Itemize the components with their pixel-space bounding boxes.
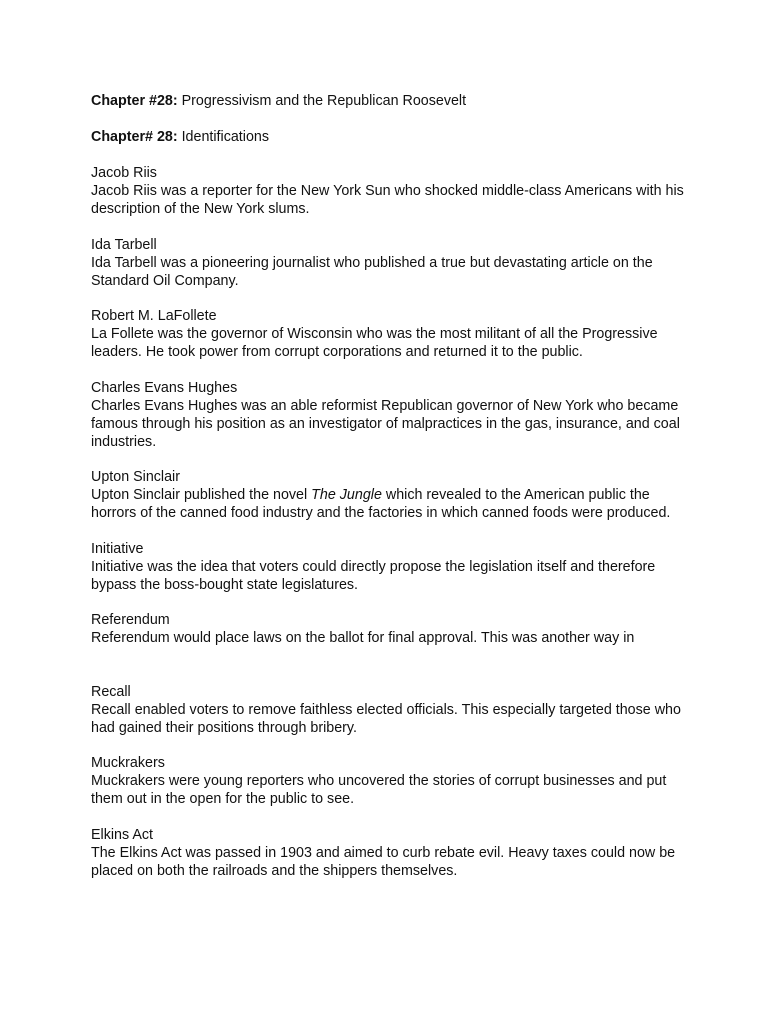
entry-definition-part: which revealed to the American public the horrors of the canned food industry and the factories in which canned foods were produced.: [91, 487, 671, 521]
entry-term: Recall: [91, 683, 131, 700]
identification-entry: [91, 754, 691, 808]
identification-entry: [91, 468, 691, 522]
entry-term: Ida Tarbell: [91, 236, 157, 253]
entry-term: Robert M. LaFollete: [91, 308, 217, 324]
identification-entry: [91, 307, 691, 361]
identification-entry: [91, 611, 691, 647]
entry-term: Initiative: [91, 540, 144, 557]
entry-definition: La Follete was the governor of Wisconsin who was the most militant of all the Progressive leaders. He took power from corrupt corporations and returned it to the public.: [91, 326, 658, 360]
identification-entry: [91, 164, 691, 218]
entry-term: Referendum: [91, 612, 170, 628]
entry-definition-part: Upton Sinclair published the novel: [91, 487, 312, 503]
entry-term: Elkins Act: [91, 826, 153, 843]
identification-entry: [91, 236, 691, 290]
identifications-title-text: Identifications: [177, 129, 270, 145]
entry-term: Charles Evans Hughes: [91, 379, 238, 396]
identifications-title: [91, 128, 691, 146]
entry-definition: Ida Tarbell was a pioneering journalist who published a true but devastating article on the Standard Oil Company.: [91, 254, 653, 289]
entry-definition: Initiative was the idea that voters could directly propose the legislation itself and therefore bypass the boss-bought state legislatures.: [91, 558, 656, 593]
entry-term: Upton Sinclair: [91, 469, 180, 485]
identification-entry: [91, 379, 691, 451]
chapter-title: [91, 92, 691, 110]
entry-definition: Jacob Riis was a reporter for the New York Sun who shocked middle-class Americans with his description of the New York slums.: [91, 183, 684, 217]
chapter-title-label: Chapter #28:: [91, 93, 178, 109]
identifications-title-label: Chapter# 28:: [91, 129, 178, 145]
entry-definition: Referendum would place laws on the ballot for final approval. This was another way in: [91, 630, 635, 646]
document-body: [91, 92, 691, 897]
entry-definition: Recall enabled voters to remove faithless elected officials. This especially targeted those who had gained their positions through bribery.: [91, 701, 681, 736]
identification-entry: [91, 540, 691, 594]
entry-definition: Muckrakers were young reporters who uncovered the stories of corrupt businesses and put them out in the open for the public to see.: [91, 773, 667, 807]
entry-term: Muckrakers: [91, 755, 165, 771]
entry-definition: Charles Evans Hughes was an able reformist Republican governor of New York who became famous through his position as an investigator of malpractices in the gas, insurance, and coal industries.: [91, 397, 680, 450]
identification-entry: [91, 683, 691, 737]
book-title: The Jungle: [311, 487, 382, 503]
identification-entry: [91, 826, 691, 880]
entry-definition: [91, 486, 691, 522]
entry-term: Jacob Riis: [91, 165, 157, 181]
chapter-title-text: Progressivism and the Republican Roosevelt: [177, 93, 467, 109]
entry-definition: The Elkins Act was passed in 1903 and aimed to curb rebate evil. Heavy taxes could now be placed on both the railroads and the shippers themselves.: [91, 844, 676, 879]
